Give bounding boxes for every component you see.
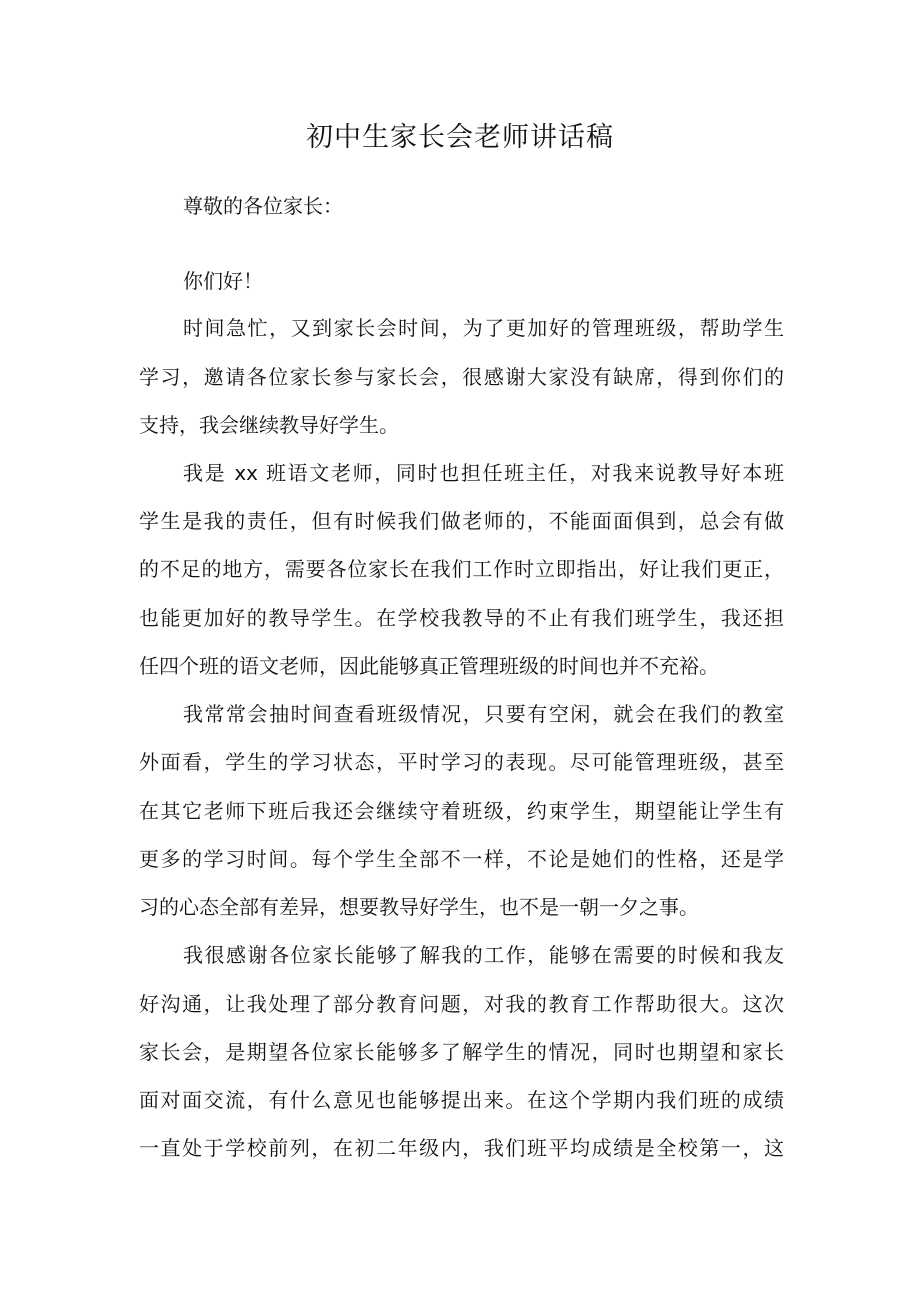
paragraph-3-line-1: 我常常会抽时间查看班级情况，只要有空闲，就会在我们的教室 <box>183 702 784 726</box>
paragraph-3-line-4: 更多的学习时间。每个学生全部不一样，不论是她们的性格，还是学 <box>139 847 784 871</box>
paragraph-3-line-3: 在其它老师下班后我还会继续守着班级，约束学生，期望能让学生有 <box>139 799 784 823</box>
paragraph-3-line-5: 习的心态全部有差异，想要教导好学生，也不是一朝一夕之事。 <box>139 895 699 919</box>
paragraph-4-line-2: 好沟通，让我处理了部分教育问题，对我的教育工作帮助很大。这次 <box>139 992 784 1016</box>
paragraph-2-line-3: 的不足的地方，需要各位家长在我们工作时立即指出，好让我们更正， <box>139 557 784 581</box>
paragraph-2-line-2: 学生是我的责任，但有时候我们做老师的，不能面面俱到，总会有做 <box>139 509 784 533</box>
paragraph-4-line-1: 我很感谢各位家长能够了解我的工作，能够在需要的时候和我友 <box>183 943 784 967</box>
document-title: 初中生家长会老师讲话稿 <box>306 122 614 153</box>
paragraph-1-line-1: 时间急忙，又到家长会时间，为了更加好的管理班级，帮助学生 <box>183 316 784 340</box>
paragraph-4-line-4: 面对面交流，有什么意见也能够提出来。在这个学期内我们班的成绩 <box>139 1088 784 1112</box>
paragraph-1-line-3: 支持，我会继续教导好学生。 <box>139 413 399 437</box>
paragraph-4-line-3: 家长会，是期望各位家长能够多了解学生的情况，同时也期望和家长 <box>139 1040 784 1064</box>
salutation-line: 尊敬的各位家长： <box>183 194 343 218</box>
paragraph-2-line-5: 任四个班的语文老师，因此能够真正管理班级的时间也并不充裕。 <box>139 654 719 678</box>
paragraph-3-line-2: 外面看，学生的学习状态，平时学习的表现。尽可能管理班级，甚至 <box>139 750 784 774</box>
paragraph-4-line-5: 一直处于学校前列，在初二年级内，我们班平均成绩是全校第一，这 <box>139 1136 784 1160</box>
paragraph-1-line-2: 学习，邀请各位家长参与家长会，很感谢大家没有缺席，得到你们的 <box>139 365 784 389</box>
greeting-line: 你们好！ <box>183 269 263 293</box>
paragraph-2-line-4: 也能更加好的教导学生。在学校我教导的不止有我们班学生，我还担 <box>139 606 784 630</box>
paragraph-2-line-1: 我是 xx 班语文老师，同时也担任班主任，对我来说教导好本班 <box>183 461 784 485</box>
